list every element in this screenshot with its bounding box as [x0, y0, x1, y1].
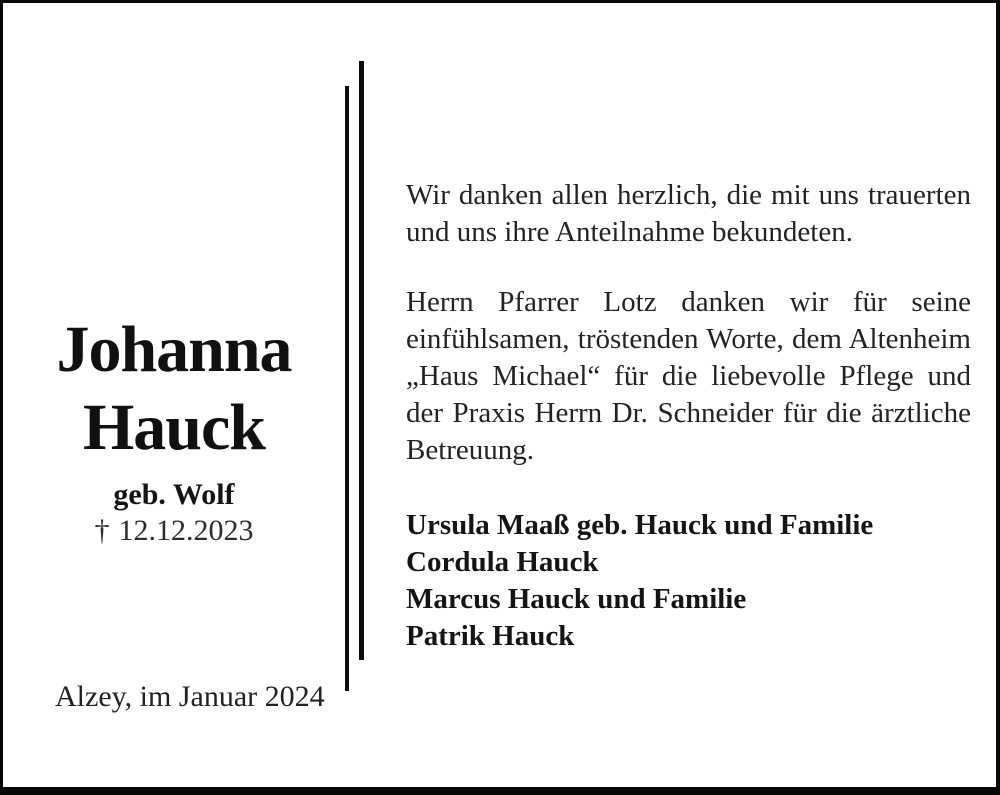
thanks-text-column: [406, 177, 971, 655]
deceased-info-block: [3, 311, 345, 549]
mourner-line: Patrik Hauck: [406, 620, 575, 652]
deceased-last-name: Hauck: [82, 391, 266, 464]
place-date-line: Alzey, im Januar 2024: [55, 680, 325, 713]
mourner-line: Ursula Maaß geb. Hauck und Familie: [406, 509, 874, 541]
thanks-paragraph-2: Herrn Pfarrer Lotz danken wir für seine einfühlsamen, tröstenden Worte, dem Altenheim „Haus Michael“ für die liebevolle Pflege und der Praxis Herrn Dr. Schneider für die ärztliche Betreuung.: [406, 286, 971, 466]
birth-name: geb. Wolf: [113, 478, 235, 511]
death-date-text: 12.12.2023: [118, 514, 254, 547]
thanks-paragraph-1: Wir danken allen herzlich, die mit uns trauerten und uns ihre Anteilnahme bekundeten.: [406, 179, 971, 248]
divider-line-thin: [345, 86, 349, 691]
mourner-line: Cordula Hauck: [406, 546, 599, 578]
deceased-first-name: Johanna: [56, 313, 292, 386]
mourners-list: [406, 507, 971, 655]
mourner-line: Marcus Hauck und Familie: [406, 583, 747, 615]
death-date-line: [3, 513, 345, 549]
dagger-icon: †: [94, 514, 110, 547]
divider-line-thick: [359, 61, 364, 660]
